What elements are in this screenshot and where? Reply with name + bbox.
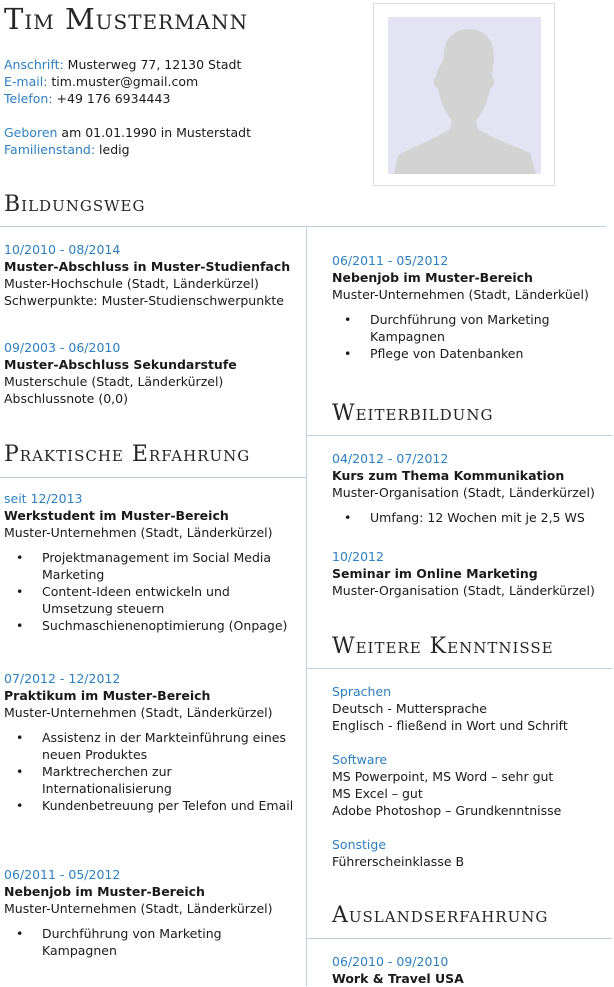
abroad-item xyxy=(332,953,608,987)
experience-item-right xyxy=(332,252,608,362)
birth-line xyxy=(4,124,251,141)
education-title: Muster-Abschluss Sekundarstufe xyxy=(4,357,237,372)
experience-date: 06/2011 - 05/2012 xyxy=(4,867,121,882)
experience-bullets xyxy=(4,549,294,634)
education-heading: Bildungsweg xyxy=(4,192,146,217)
profile-photo xyxy=(373,3,555,186)
phone-label: Telefon: xyxy=(4,91,53,106)
email-value: tim.muster@gmail.com xyxy=(51,74,199,89)
family-value: ledig xyxy=(99,142,130,157)
skills-languages xyxy=(332,683,608,734)
training-item xyxy=(332,548,608,599)
skills-divider xyxy=(306,668,612,669)
skill-line: Führerscheinklasse B xyxy=(332,854,465,869)
birth-value: am 01.01.1990 in Musterstadt xyxy=(61,125,252,140)
training-org: Muster-Organisation (Stadt, Länderkürzel) xyxy=(332,485,595,500)
abroad-heading: Auslandserfahrung xyxy=(332,903,549,928)
skills-software xyxy=(332,751,608,819)
column-divider xyxy=(306,226,307,986)
experience-title: Werkstudent im Muster-Bereich xyxy=(4,508,229,523)
training-item xyxy=(332,450,608,526)
experience-item xyxy=(4,670,294,814)
bullet-item: • Durchführung von Marketing Kampagnen xyxy=(42,925,294,959)
experience-date: 07/2012 - 12/2012 xyxy=(4,671,121,686)
education-date: 09/2003 - 06/2010 xyxy=(4,340,121,355)
bullet-item: • Projektmanagement im Social Media Marketing xyxy=(42,549,294,583)
experience-org: Muster-Unternehmen (Stadt, Länderküel) xyxy=(332,287,589,302)
skills-heading: Weitere Kenntnisse xyxy=(332,634,554,659)
skills-software-label: Software xyxy=(332,752,388,767)
training-date: 10/2012 xyxy=(332,549,384,564)
experience-org: Muster-Unternehmen (Stadt, Länderkürzel) xyxy=(4,525,273,540)
education-item xyxy=(4,241,300,309)
experience-bullets xyxy=(4,729,294,814)
bullet-item: • Pflege von Datenbanken xyxy=(370,345,608,362)
experience-org: Muster-Unternehmen (Stadt, Länderkürzel) xyxy=(4,901,273,916)
bullet-item: • Assistenz in der Markteinführung eines neuen Produktes xyxy=(42,729,294,763)
experience-org: Muster-Unternehmen (Stadt, Länderkürzel) xyxy=(4,705,273,720)
avatar-placeholder xyxy=(388,17,541,174)
education-divider xyxy=(0,226,606,227)
bullet-item: • Kundenbetreuung per Telefon und Email xyxy=(42,797,294,814)
education-item xyxy=(4,339,300,407)
abroad-title: Work & Travel USA xyxy=(332,971,464,986)
experience-bullets xyxy=(4,925,294,959)
education-detail: Abschlussnote (0,0) xyxy=(4,391,128,406)
training-bullets xyxy=(332,509,608,526)
person-silhouette-icon xyxy=(388,17,541,174)
experience-item xyxy=(4,866,294,959)
skill-line: Englisch - fließend in Wort und Schrift xyxy=(332,718,568,733)
personal-block xyxy=(4,124,251,158)
education-date: 10/2010 - 08/2014 xyxy=(4,242,121,257)
education-school: Muster-Hochschule (Stadt, Länderkürzel) xyxy=(4,276,259,291)
address-value: Musterweg 77, 12130 Stadt xyxy=(67,57,242,72)
experience-item xyxy=(4,490,294,634)
family-line xyxy=(4,141,251,158)
skills-languages-label: Sprachen xyxy=(332,684,392,699)
education-title: Muster-Abschluss in Muster-Studienfach xyxy=(4,259,291,274)
candidate-name: Tim Mustermann xyxy=(4,2,249,36)
skill-line: Deutsch - Muttersprache xyxy=(332,701,487,716)
bullet-item: • Umfang: 12 Wochen mit je 2,5 WS xyxy=(370,509,608,526)
training-heading: Weiterbildung xyxy=(332,401,494,426)
skills-other xyxy=(332,836,608,870)
skill-line: MS Excel – gut xyxy=(332,786,423,801)
phone-line xyxy=(4,90,241,107)
skills-other-label: Sonstige xyxy=(332,837,387,852)
experience-bullets xyxy=(332,311,608,362)
training-date: 04/2012 - 07/2012 xyxy=(332,451,449,466)
experience-heading: Praktische Erfahrung xyxy=(4,442,251,467)
bullet-item: • Suchmaschienenoptimierung (Onpage) xyxy=(42,617,294,634)
family-label: Familienstand: xyxy=(4,142,96,157)
experience-date: seit 12/2013 xyxy=(4,491,83,506)
experience-divider xyxy=(0,477,306,478)
abroad-date: 06/2010 - 09/2010 xyxy=(332,954,449,969)
experience-date: 06/2011 - 05/2012 xyxy=(332,253,449,268)
skill-line: Adobe Photoshop – Grundkenntnisse xyxy=(332,803,562,818)
experience-title: Nebenjob im Muster-Bereich xyxy=(332,270,533,285)
training-org: Muster-Organisation (Stadt, Länderkürzel) xyxy=(332,583,595,598)
email-label: E-mail: xyxy=(4,74,48,89)
training-title: Seminar im Online Marketing xyxy=(332,566,538,581)
bullet-item: • Marktrecherchen zur Internationalisierung xyxy=(42,763,294,797)
abroad-divider xyxy=(306,938,612,939)
address-line xyxy=(4,56,241,73)
bullet-item: • Durchführung von Marketing Kampagnen xyxy=(370,311,608,345)
bullet-item: • Content-Ideen entwickeln und Umsetzung steuern xyxy=(42,583,294,617)
training-divider xyxy=(306,435,612,436)
education-detail: Schwerpunkte: Muster-Studienschwerpunkte xyxy=(4,293,284,308)
education-school: Musterschule (Stadt, Länderkürzel) xyxy=(4,374,224,389)
address-label: Anschrift: xyxy=(4,57,64,72)
phone-value: +49 176 6934443 xyxy=(56,91,171,106)
skill-line: MS Powerpoint, MS Word – sehr gut xyxy=(332,769,554,784)
experience-title: Praktikum im Muster-Bereich xyxy=(4,688,211,703)
contact-block xyxy=(4,56,241,107)
email-line xyxy=(4,73,241,90)
birth-label: Geboren xyxy=(4,125,58,140)
training-title: Kurs zum Thema Kommunikation xyxy=(332,468,565,483)
experience-title: Nebenjob im Muster-Bereich xyxy=(4,884,205,899)
